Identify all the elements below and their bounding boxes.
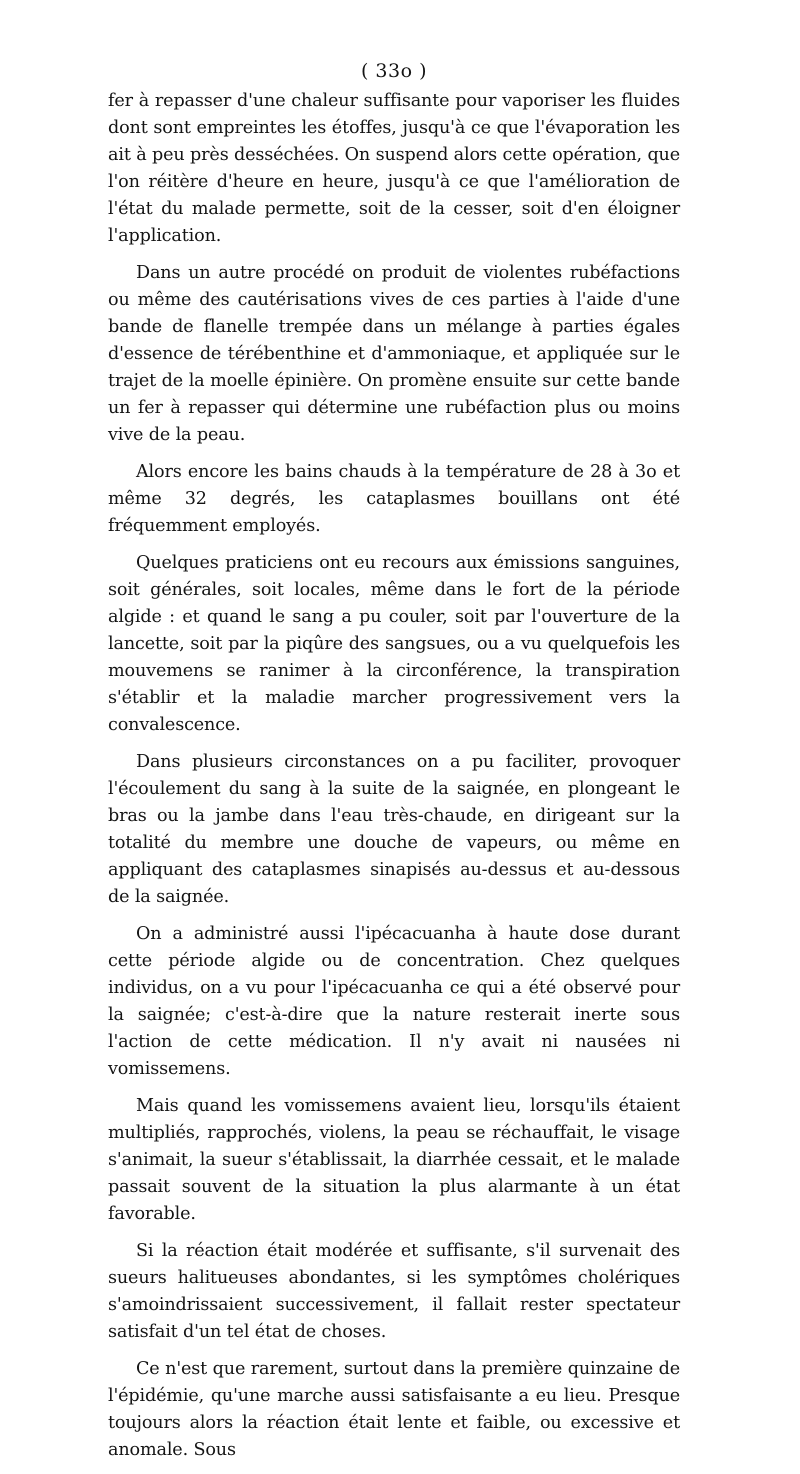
page-number: ( 33o ) <box>360 60 428 82</box>
paragraph: Alors encore les bains chauds à la température de 28 à 3o et même 32 degrés, les cataplasmes bouillans ont été fréquemment employés. <box>108 462 680 536</box>
paragraph: Ce n'est que rarement, surtout dans la première quinzaine de l'épidémie, qu'une marche aussi satisfaisante a eu lieu. Presque toujours alors la réaction était lente et faible, ou excessive et anomale. Sous <box>108 1359 680 1460</box>
body-text <box>108 88 680 1464</box>
paragraph: Mais quand les vomissemens avaient lieu, lorsqu'ils étaient multipliés, rapprochés, violens, la peau se réchauffait, le visage s'animait, la sueur s'établissait, la diarrhée cessait, et le malade passait souvent de la situation la plus alarmante à un état favorable. <box>108 1096 680 1224</box>
paragraph-continuation: fer à repasser d'une chaleur suffisante pour vaporiser les fluides dont sont empreintes les étoffes, jusqu'à ce que l'évaporation les ait à peu près desséchées. On suspend alors cette opération, que l'on réitère d'heure en heure, jusqu'à ce que l'amélioration de l'état du malade permette, soit de la cesser, soit d'en éloigner l'application. <box>108 91 680 246</box>
paragraph: On a administré aussi l'ipécacuanha à haute dose durant cette période algide ou de concentration. Chez quelques individus, on a vu pour l'ipécacuanha ce qui a été observé pour la saignée; c'est-à-dire que la nature resterait inerte sous l'action de cette médication. Il n'y avait ni nausées ni vomissemens. <box>108 924 680 1079</box>
paragraph: Quelques praticiens ont eu recours aux émissions sanguines, soit générales, soit locales, même dans le fort de la période algide : et quand le sang a pu couler, soit par l'ouverture de la lancette, soit par la piqûre des sangsues, ou a vu quelquefois les mouvemens se ranimer à la circonférence, la transpiration s'établir et la maladie marcher progressivement vers la convalescence. <box>108 553 680 735</box>
paragraph: Si la réaction était modérée et suffisante, s'il survenait des sueurs halitueuses abondantes, si les symptômes cholériques s'amoindrissaient successivement, il fallait rester spectateur satisfait d'un tel état de choses. <box>108 1241 680 1342</box>
paragraph: Dans un autre procédé on produit de violentes rubéfactions ou même des cautérisations vives de ces parties à l'aide d'une bande de flanelle trempée dans un mélange à parties égales d'essence de térébenthine et d'ammoniaque, et appliquée sur le trajet de la moelle épinière. On promène ensuite sur cette bande un fer à repasser qui détermine une rubéfaction plus ou moins vive de la peau. <box>108 263 680 445</box>
paragraph: Dans plusieurs circonstances on a pu faciliter, provoquer l'écoulement du sang à la suite de la saignée, en plongeant le bras ou la jambe dans l'eau très-chaude, en dirigeant sur la totalité du membre une douche de vapeurs, ou même en appliquant des cataplasmes sinapisés au-dessus et au-dessous de la saignée. <box>108 752 680 907</box>
